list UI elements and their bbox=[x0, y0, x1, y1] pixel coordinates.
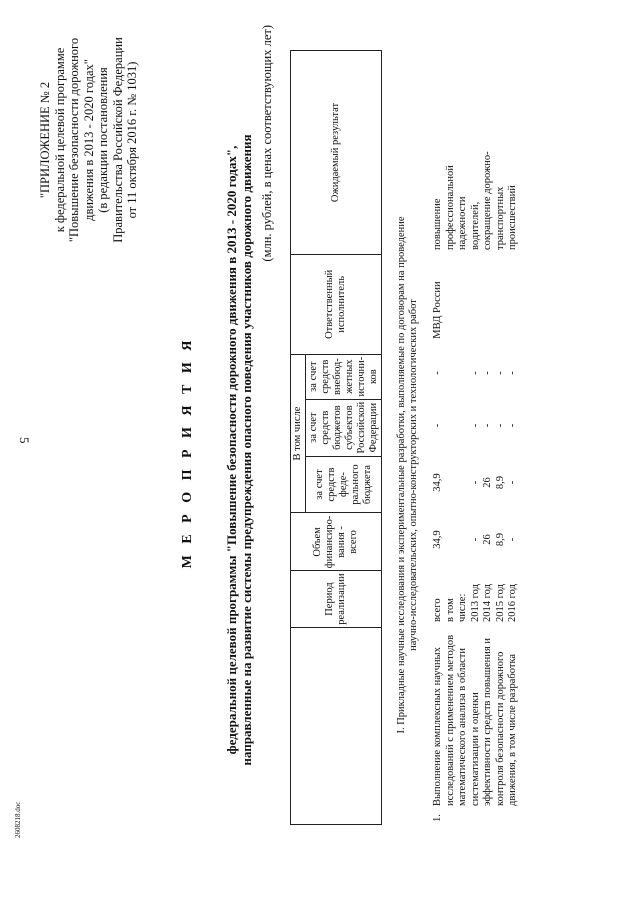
appendix-line: к федеральной целевой программе bbox=[52, 47, 67, 233]
federal-cell: 8,9 bbox=[494, 475, 506, 490]
extra-budget-cell: - bbox=[494, 371, 506, 375]
row-period-column bbox=[432, 572, 520, 622]
period-cell: всего bbox=[432, 598, 443, 622]
section-heading-line: I. Прикладные научные исследования и экспериментальные разработки, выполняемые по договорам на проведение bbox=[396, 216, 407, 734]
page-number: 5 bbox=[17, 437, 32, 444]
header-result: Ожидаемый результат bbox=[291, 51, 382, 255]
period-cell: 2013 год bbox=[469, 584, 481, 622]
total-cell bbox=[457, 512, 470, 567]
row-regional-column bbox=[432, 398, 520, 453]
appendix-header bbox=[38, 25, 140, 255]
extra-budget-cell bbox=[457, 353, 470, 393]
header-total: Объем финансиро-вания - всего bbox=[291, 513, 382, 571]
total-cell: 26 bbox=[482, 534, 493, 545]
appendix-line: (в редакции постановления bbox=[96, 67, 110, 213]
result-line: повышение bbox=[432, 198, 443, 250]
name-line: Выполнение комплексных научных bbox=[432, 647, 443, 806]
period-cell: 2015 год bbox=[494, 584, 506, 622]
row-extra-budget-column bbox=[432, 353, 520, 393]
extra-budget-cell bbox=[445, 353, 458, 393]
period-cell: числе: bbox=[457, 593, 468, 622]
period-cell: 2016 год bbox=[507, 584, 518, 622]
total-cell bbox=[445, 512, 458, 567]
total-cell: - bbox=[469, 537, 481, 542]
federal-cell bbox=[445, 455, 458, 510]
row-result-column bbox=[432, 140, 520, 250]
appendix-line: движения в 2013 - 2020 годах" bbox=[81, 59, 96, 221]
header-period: Период реализации bbox=[291, 571, 382, 627]
header-extra-budget: за счет средств внебюд-жетных источни-ков bbox=[306, 354, 382, 399]
footer-file-code: 2608218.doc bbox=[14, 801, 22, 838]
document-title: М Е Р О П Р И Я Т И Я bbox=[180, 336, 195, 569]
row-responsible-cell: МВД России bbox=[432, 281, 443, 339]
section-heading-line: научно-исследовательских, опытно-конструкторских и технологических работ bbox=[408, 299, 419, 651]
regional-cell: - bbox=[432, 423, 443, 428]
row-number: 1. bbox=[432, 814, 443, 822]
result-line: водителей, bbox=[469, 201, 481, 250]
total-cell: - bbox=[507, 537, 518, 542]
appendix-line: "ПРИЛОЖЕНИЕ № 2 bbox=[38, 81, 52, 199]
result-line: профессиональной bbox=[444, 165, 456, 250]
measures-table-header bbox=[290, 50, 382, 825]
federal-cell: 26 bbox=[482, 477, 493, 488]
extra-budget-cell: - bbox=[469, 371, 481, 375]
header-responsible: Ответственный исполнитель bbox=[291, 255, 382, 355]
result-line: надежности bbox=[457, 196, 468, 250]
result-line: происшествий bbox=[507, 185, 518, 250]
subtitle-line: направленные на развитие системы предупреждения опасного поведения участников дорожного движения bbox=[239, 134, 254, 766]
subtitle-line: федеральной целевой программы "Повышение безопасности дорожного движения в 2013 - 2020 годах", bbox=[224, 145, 239, 755]
name-line: эффективности средств повышения и bbox=[482, 638, 493, 806]
appendix-line: от 11 октября 2016 г. № 1031) bbox=[125, 61, 139, 219]
appendix-line: Правительства Российской Федерации bbox=[110, 37, 125, 243]
total-cell: 8,9 bbox=[494, 532, 506, 547]
header-measure-name bbox=[291, 627, 382, 824]
appendix-line: "Повышение безопасности дорожного bbox=[67, 37, 81, 243]
section-heading bbox=[396, 145, 420, 805]
name-line: исследований с применением методов bbox=[444, 634, 456, 806]
federal-cell: 34,9 bbox=[432, 473, 443, 492]
header-regional-budget: за счет средств бюджетов субъектов Российской Федерации bbox=[306, 399, 382, 456]
name-line: систематизации и оценки bbox=[469, 692, 481, 806]
extra-budget-cell: - bbox=[507, 371, 518, 375]
regional-cell: - bbox=[469, 423, 481, 428]
period-cell: 2014 год bbox=[482, 584, 493, 622]
regional-cell: - bbox=[494, 423, 506, 428]
document-subtitle bbox=[224, 55, 254, 845]
federal-cell: - bbox=[507, 480, 518, 485]
row-federal-column bbox=[432, 455, 520, 510]
extra-budget-cell: - bbox=[482, 371, 493, 375]
name-line: контроля безопасности дорожного bbox=[494, 651, 506, 806]
regional-cell: - bbox=[507, 423, 518, 428]
federal-cell bbox=[457, 455, 470, 510]
units-note: (млн. рублей, в ценах соответствующих лет) bbox=[260, 25, 274, 262]
header-federal-budget: за счет средств феде-рального бюджета bbox=[306, 456, 382, 513]
row-total-column bbox=[432, 512, 520, 567]
result-line: сокращение дорожно- bbox=[482, 151, 493, 250]
row-measure-name bbox=[432, 627, 520, 822]
extra-budget-cell: - bbox=[432, 371, 443, 375]
name-line: математического анализа в области bbox=[457, 648, 468, 806]
regional-cell: - bbox=[482, 423, 493, 428]
regional-cell bbox=[457, 398, 470, 453]
name-line: движения, в том числе разработка bbox=[507, 653, 518, 806]
regional-cell bbox=[445, 398, 458, 453]
result-line: транспортных bbox=[494, 186, 506, 250]
federal-cell: - bbox=[469, 480, 481, 485]
header-in-that: В том числе bbox=[291, 354, 306, 513]
period-cell: в том bbox=[444, 598, 456, 622]
total-cell: 34,9 bbox=[432, 530, 443, 549]
